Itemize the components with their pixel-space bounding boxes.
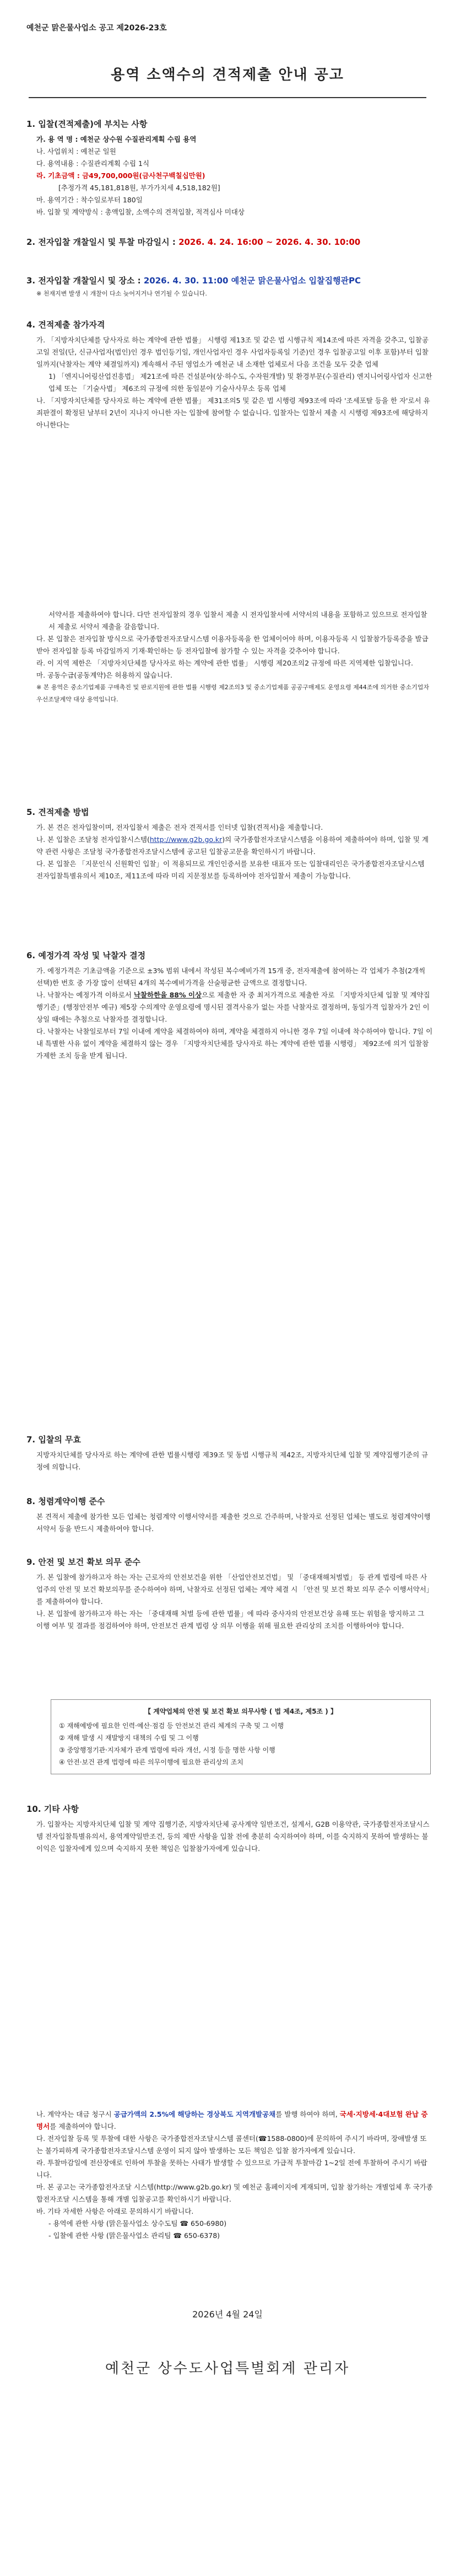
- notice-date: 2026년 4월 24일: [192, 2309, 263, 2320]
- s4-item-ma: 마. 공동수급(공동계약)은 허용하지 않습니다.: [36, 671, 172, 679]
- s4-item-na-cont: 서약서를 제출하여야 합니다. 다만 전자입찰의 경우 입찰서 제출 시 전자입찰서에 서약서의 내용을 포함하고 있으므로 전자입찰서 제출로 서약서 제출을 갈음합니다.: [48, 610, 427, 631]
- s10-item-ma: 마. 본 공고는 국가종합전자조달 시스템(http://www.g2b.go.kr) 및 예천군 홈페이지에 게재되며, 입찰 참가하는 개별업체 후 국가종합전자조달 시스템을 통해 개별 입찰공고를 확인하시기 바랍니다.: [36, 2183, 433, 2203]
- section-3-date: 2026. 4. 30. 11:00 예천군 맑은물사업소 입찰집행관PC: [143, 276, 361, 286]
- section-3-heading: [26, 275, 361, 286]
- s4-note: ※ 본 용역은 중소기업제품 구매촉진 및 판로지원에 관한 법률 시행령 제2조의3 및 중소기업제품 공공구매제도 운영요령 제44조에 의거한 중소기업자 우선조달계약 대상 용역입니다.: [36, 684, 429, 703]
- s10-bond-requirement: 공급가액의 2.5%에 해당하는 경상북도 지역개발공채: [113, 2110, 276, 2118]
- s1-base-amount: 라. 기초금액 : 금49,700,000원(금사천구백칠십만원): [36, 171, 205, 180]
- s10-item-na-a: 나. 계약자는 대금 청구시: [36, 2110, 114, 2118]
- s6-item-ga: 가. 예정가격은 기초금액을 기준으로 ±3% 범위 내에서 작성된 복수예비가격 15개 중, 전자제출에 참여하는 각 업체가 추첨(2개씩 선택)한 번호 중 가장 많이 선택된 4개의 복수예비가격을 산술평균한 금액으로 결정합니다.: [36, 967, 426, 987]
- section-3-label: 3. 전자입찰 개찰일시 및 장소 :: [26, 276, 141, 286]
- s10-item-na-e: 를 제출하여야 합니다.: [50, 2122, 116, 2130]
- section-7-body: 지방자치단체를 당사자로 하는 계약에 관한 법률시행령 제39조 및 동법 시행규칙 제42조, 지방자치단체 입찰 및 계약집행기준의 규정에 의합니다.: [36, 1451, 429, 1471]
- s6-item-na-a: 나. 낙찰자는 예정가격 이하로서: [36, 991, 134, 999]
- s10-item-na-c: 를 발행 하여야 하며,: [275, 2110, 340, 2118]
- s10-tax-certificate: 국세·지방세·4대보험 완납 증명서: [36, 2110, 428, 2130]
- s1-base-amount-detail: [추정가격 45,181,818원, 부가가치세 4,518,182원]: [58, 184, 220, 192]
- s6-item-da: 다. 낙찰자는 낙찰일로부터 7일 이내에 계약을 체결하여야 하며, 계약을 체결하지 아니한 경우 7일 이내에 착수하여야 합니다. 7일 이내 특별한 사유 없이 계약을 체결하지 않는 경우 「지방자치단체를 당사자로 하는 계약에 관한 법률 시행령」 제92조에 의거 입찰참가제한 조치 등을 받게 됩니다.: [36, 1027, 433, 1060]
- section-10-heading: 10. 기타 사항: [26, 1804, 79, 1814]
- issuing-organization: 예천군 상수도사업특별회계 관리자: [105, 2360, 350, 2377]
- s6-lower-rate: 낙찰하한율 88% 이상: [133, 991, 202, 999]
- g2b-link[interactable]: http://www.g2b.go.kr: [149, 835, 223, 844]
- section-6-heading: 6. 예정가격 작성 및 낙찰자 결정: [26, 951, 146, 960]
- section-7-heading: 7. 입찰의 무효: [26, 1435, 82, 1445]
- s4-item-na: 나. 「지방자치단체를 당사자로 하는 계약에 관한 법률」 제31조의5 및 같은 법 시행령 제93조에 따라 '조세포탈 등을 한 자'로서 유죄판결이 확정된 날부터 2년이 지나지 아니한 자는 입찰에 참여할 수 없습니다. 입찰자는 입찰서 제출 시 시행령 제93조에 해당하지 아니한다는: [36, 396, 430, 429]
- s10-item-ba: 바. 기타 자세한 사항은 아래로 문의하시기 바랍니다.: [36, 2207, 194, 2215]
- s5-item-ga: 가. 본 견은 전자입찰이며, 전자입찰서 제출은 전자 견적서를 인터넷 입찰(견적서)을 제출합니다.: [36, 823, 323, 831]
- title-divider: [29, 97, 426, 98]
- section-10-body-b: [36, 2108, 433, 2242]
- section-4-heading: 4. 견적제출 참가자격: [26, 320, 105, 330]
- s6-item-na-c: 으로 제출한 자 중 최저가격으로 제출한 자로 「지방자치단체 입찰 및 계약집행기준」(행정안전부 예규) 제5장 수의계약 운영요령에 명시된 결격사유가 없는 자를 낙찰자로 결정하며, 동일가격 입찰자가 2인 이상일 때에는 추첨으로 낙찰자를 결정합니다.: [36, 991, 430, 1023]
- safety-duty-box: [51, 1699, 431, 1774]
- section-4-body-a: [36, 334, 433, 431]
- s4-item-ga: 가. 「지방자치단체를 당사자로 하는 계약에 관한 법률」 시행령 제13조 및 같은 법 시행규칙 제14조에 따른 자격을 갖추고, 입찰공고일 전일(단, 신규사업자(법인)인 경우 법인등기일, 개인사업자인 경우 사업자등록일 기준)인 경우 입찰공고일 이후 포함)부터 입찰일까지(낙찰자는 계약 체결일까지) 계속해서 주된 영업소가 예천군 내 소재한 업체로서 다음 조건을 모두 갖춘 업체: [36, 336, 429, 368]
- section-5-heading: 5. 견적제출 방법: [26, 807, 89, 817]
- section-5-body: [36, 822, 433, 882]
- section-6-body-a: [36, 965, 433, 1062]
- safety-duty-item: ④ 안전·보건 관계 법령에 따른 의무이행에 필요한 관리상의 조치: [59, 1758, 243, 1766]
- s9-item-na: 나. 본 입찰에 참가하고자 하는 자는 「중대재해 처벌 등에 관한 법률」에 따라 중사자의 안전보건상 유해 또는 위험을 방지하고 그 이행 여부 및 결과를 점검하여야 하며, 안전보건 관계 법령 상 의무 이행을 위해 필요한 관리상의 조치를 이행하여야 합니다.: [36, 1609, 425, 1630]
- safety-duty-item: ② 재해 발생 시 재발방지 대책의 수립 및 그 이행: [59, 1734, 199, 1742]
- s4-item-ra: 라. 이 지역 제한은 「지방자치단체를 당사자로 하는 계약에 관한 법률」 시행령 제20조의2 규정에 따른 지역제한 입찰입니다.: [36, 659, 413, 667]
- section-10-body-a: [36, 1818, 433, 1855]
- s5-item-da: 다. 본 입찰은 「지문인식 신원확인 입찰」이 적용되므로 개인인증서를 보유한 대표자 또는 입찰대리인은 국가종합전자조달시스템 전자입찰특별유의서 제10조, 제11조에 따라 미리 지문정보를 등록하여야 전자입찰서 제출이 가능합니다.: [36, 860, 425, 880]
- notice-number: 예천군 맑은물사업소 공고 제2026-23호: [26, 24, 167, 33]
- section-1-heading: 1. 입찰(견적제출)에 부치는 사항: [26, 119, 148, 129]
- s4-item-da: 다. 본 입찰은 전자입찰 방식으로 국가종합전자조달시스템 이용자등록을 한 업체이어야 하며, 이용자등록 시 입찰참가등록증을 발급받아 전자입찰 등록 마감일까지 기재·확인하는 등 전자입찰에 참가할 수 있는 자격을 갖추어야 합니다.: [36, 635, 429, 655]
- section-2-heading: [26, 236, 360, 248]
- s10-item-da: 다. 전자입찰 등록 및 투찰에 대한 사항은 국가종합전자조달시스템 콜센터(☎1588-0800)에 문의하여 주시기 바라며, 장애발생 또는 불가피하게 국가종합전자조달시스템 운영이 되지 않아 발생하는 모든 책임은 입찰 참가자에게 있습니다.: [36, 2134, 427, 2155]
- s10-item-ra: 라. 투찰마감일에 전산장애로 인하여 투찰을 못하는 사태가 발생할 수 있으므로 가급적 투찰마감 1~2일 전에 투찰하여 주시기 바랍니다.: [36, 2159, 427, 2179]
- s5-item-na: [36, 834, 433, 858]
- section-4-body-b: [36, 609, 433, 706]
- page-title: 용역 소액수의 견적제출 안내 공고: [111, 67, 344, 83]
- section-1-body: [36, 133, 433, 218]
- s10-contact-bid: - 입찰에 관한 사항 (맑은물사업소 관리팀 ☎ 650-6378): [48, 2231, 220, 2240]
- safety-duty-box-title: 【 계약업체의 안전 및 보건 확보 의무사항 ( 법 제4조, 제5조 ) 】: [144, 1708, 337, 1715]
- s9-item-ga: 가. 본 입찰에 참가하고자 하는 자는 근로자의 안전보건을 위한 「산업안전보건법」 및 「중대재해처벌법」 등 관계 법령에 따른 사업주의 안전 및 보건 확보의무를 준수하여야 하며, 낙찰자로 선정된 업체는 계약 체결 시 「안전 및 보건 확보 의무 준수 이행서약서」를 제출하여야 합니다.: [36, 1573, 430, 1606]
- safety-duty-item: ① 재해예방에 필요한 인력·예산·점검 등 안전보건 관리 체계의 구축 및 그 이행: [59, 1722, 284, 1730]
- section-9-heading: 9. 안전 및 보건 확보 의무 준수: [26, 1557, 140, 1567]
- section-3-note: ※ 천재지변 발생 시 개찰이 다소 늦어지거나 연기될 수 있습니다.: [36, 290, 207, 297]
- section-9-body: [36, 1571, 433, 1632]
- s1-content: 다. 용역내용 : 수질관리계획 수립 1식: [36, 159, 150, 168]
- section-8-heading: 8. 청렴계약이행 준수: [26, 1496, 105, 1506]
- s5-item-na-post: )의 국가종합전자조달시스템을 이용하여 제출하여야 하며, 입찰 및 계약 관련 사항은 조달청 국가종합전자조달시스템에 공고된 입찰공고문을 확인하시기 바랍니다.: [36, 835, 429, 856]
- s5-item-na-pre: 나. 본 입찰은 조달청 전자입찰시스템(: [36, 835, 150, 844]
- s10-contact-service: - 용역에 관한 사항 (맑은물사업소 상수도팀 ☎ 650-6980): [48, 2219, 227, 2228]
- s1-period: 마. 용역기간 : 착수일로부터 180일: [36, 196, 143, 204]
- safety-duty-item: ③ 중앙행정기관·지자체가 관계 법령에 따라 개선, 시정 등을 명한 사항 이행: [59, 1746, 275, 1754]
- s6-item-na: [36, 989, 433, 1026]
- s1-method: 바. 입찰 및 계약방식 : 총액입찰, 소액수의 견적입찰, 적격심사 미대상: [36, 208, 245, 216]
- section-2-date: 2026. 4. 24. 16:00 ~ 2026. 4. 30. 10:00: [178, 237, 361, 247]
- s1-location: 나. 사업위치 : 예천군 일원: [36, 147, 116, 155]
- s1-service-name: 가. 용 역 명 : 예천군 상수원 수질관리계획 수립 용역: [36, 135, 197, 143]
- section-2-label: 2. 전자입찰 개찰일시 및 투찰 마감일시 :: [26, 237, 176, 247]
- s10-item-ga: 가. 입찰자는 지방자치단체 입찰 및 계약 집행기준, 지방자치단체 공사계약 일반조건, 설계서, G2B 이용약관, 국가종합전자조달시스템 전자입찰특별유의서, 용역계약일반조건, 등의 제반 사항을 입찰 전에 충분히 숙지하여야 하며, 이를 숙지하지 못하여 발생하는 불이익은 입찰자에게 있으며 숙지하지 못한 책임은 입찰참가자에게 있습니다.: [36, 1820, 430, 1853]
- s10-item-na: [36, 2108, 433, 2133]
- s4-item-ga-1: 1) 「엔지니어링산업진흥법」 제21조에 따른 건설분야(상·하수도, 수자원개발) 및 환경부문(수질관리) 엔지니어링사업자 신고한 업체 또는 「기술사법」 제6조의 규정에 의한 동일분야 기술사사무소 등록 업체: [48, 372, 432, 393]
- section-8-body: 본 견적서 제출에 참가한 모든 업체는 청렴계약 이행서약서를 제출한 것으로 간주하며, 낙찰자로 선정된 업체는 별도로 청렴계약이행서약서 등을 반드시 제출하여야 합니다.: [36, 1512, 431, 1533]
